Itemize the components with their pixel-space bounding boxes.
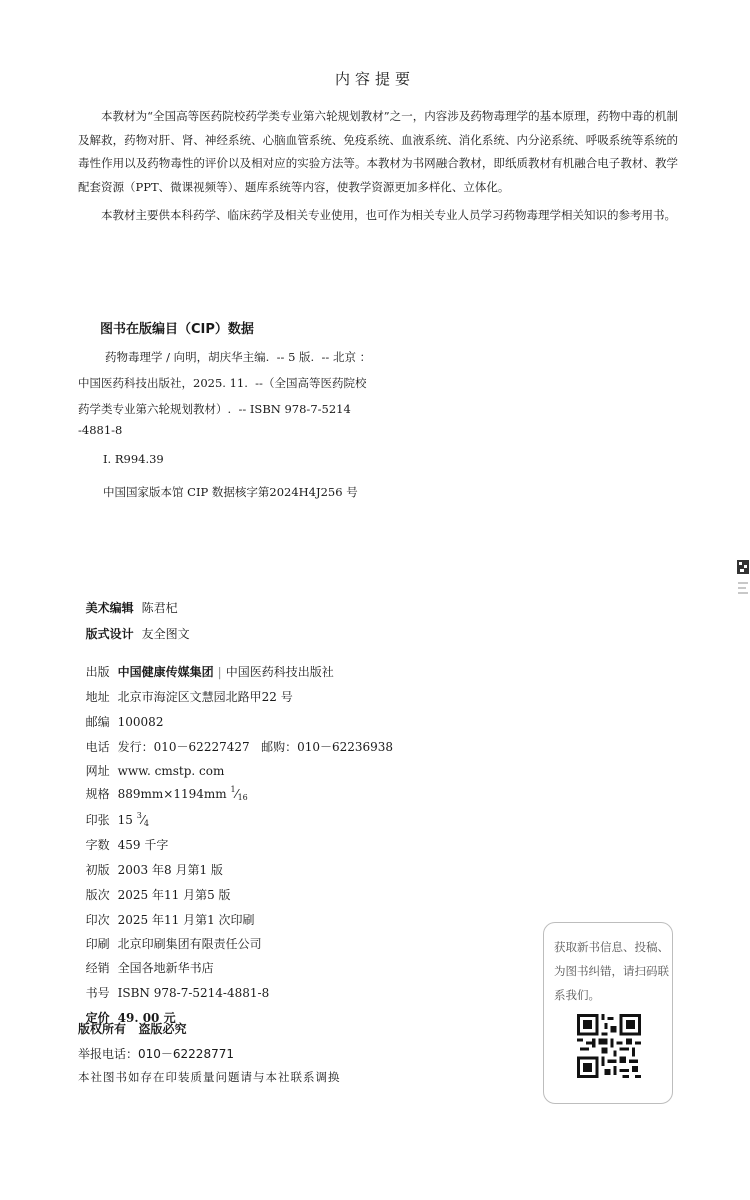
cip-data-number: 中国国家版本馆 CIP 数据核字第2024H4J256 号 <box>103 485 358 499</box>
summary-title: 内容提要 <box>334 70 415 88</box>
format-denominator: 16 <box>237 793 248 802</box>
layout-design-label: 版式设计 <box>85 627 134 641</box>
printer-value: 北京印刷集团有限责任公司 <box>117 937 262 951</box>
quality-notice: 本社图书如存在印装质量问题请与本社联系调换 <box>78 1070 341 1084</box>
cip-heading: 图书在版编目（CIP）数据 <box>100 322 254 337</box>
address-label: 地址 <box>85 690 110 704</box>
qr-instructions: 获取新书信息、投稿、为图书纠错，请扫码联系我们。 <box>554 940 669 1002</box>
cip-classification: Ⅰ. R994.39 <box>103 452 164 466</box>
word-count-label: 字数 <box>85 838 110 852</box>
first-edition-value: 2003 年8 月第1 版 <box>117 863 223 877</box>
format-numerator: 1 <box>230 785 236 794</box>
postcode-value: 100082 <box>117 715 164 729</box>
isbn-value: ISBN 978-7-5214-4881-8 <box>117 986 270 1000</box>
publisher-label: 出版 <box>85 665 110 679</box>
sheets-numerator: 3 <box>136 811 142 820</box>
printing-label: 印次 <box>85 913 110 927</box>
word-count-value: 459 千字 <box>117 838 169 852</box>
phone-value: 发行：010－62227427 邮购：010－62236938 <box>117 740 394 754</box>
qr-contact-box <box>543 922 673 1104</box>
side-barcode-icon <box>737 560 749 602</box>
isbn-label: 书号 <box>85 986 110 1000</box>
publisher-group: 中国健康传媒集团 <box>117 665 214 679</box>
website-label: 网址 <box>85 764 110 778</box>
edition-label: 版次 <box>85 888 110 902</box>
printer-label: 印刷 <box>85 937 110 951</box>
format-slash: ⁄ <box>235 787 238 801</box>
art-editor-value: 陈君杞 <box>141 601 178 615</box>
printing-value: 2025 年11 月第1 次印刷 <box>117 913 255 927</box>
cip-line-1: 药物毒理学 / 向明，胡庆华主编. -- 5 版. -- 北京 ： <box>105 350 372 364</box>
layout-design-row <box>78 611 190 642</box>
copyright-notice: 版权所有 盗版必究 <box>78 1022 187 1036</box>
sheets-denominator: 4 <box>143 819 149 828</box>
publisher-separator: | <box>217 665 222 679</box>
distributor-label: 经销 <box>85 961 110 975</box>
summary-paragraph-1: 本教材为“全国高等医药院校药学类专业第六轮规划教材”之一，内容涉及药物毒理学的基本原理，药物中毒的机制及解救，药物对肝、肾、神经系统、心脑血管系统、免疫系统、血液系统、消化系统、内分泌系统、呼吸系统等系统的毒性作用以及药物毒性的评价以及相对应的实验方法等。本教材为书网融合教材，即纸质教材有机融合电子教材、教学配套资源（PPT、微课视频等）、题库系统等内容，使教学资源更加多样化、立体化。 <box>78 109 678 194</box>
sheets-label: 印张 <box>85 813 110 827</box>
sheets-main: 15 <box>117 813 137 827</box>
cip-line-3: 药学类专业第六轮规划教材）. -- ISBN 978-7-5214 <box>78 402 351 416</box>
first-edition-label: 初版 <box>85 863 110 877</box>
art-editor-label: 美术编辑 <box>85 601 134 615</box>
distributor-value: 全国各地新华书店 <box>117 961 214 975</box>
format-label: 规格 <box>85 787 110 801</box>
format-main: 889mm×1194mm <box>117 787 231 801</box>
layout-design-value: 友全图文 <box>141 627 190 641</box>
publisher-name: 中国医药科技出版社 <box>225 665 334 679</box>
phone-label: 电话 <box>85 740 110 754</box>
postcode-label: 邮编 <box>85 715 110 729</box>
sheets-slash: ⁄ <box>141 813 144 827</box>
qr-code-icon[interactable] <box>577 1014 641 1078</box>
summary-paragraph-2: 本教材主要供本科药学、临床药学及相关专业使用，也可作为相关专业人员学习药物毒理学相关知识的参考用书。 <box>101 208 676 222</box>
cip-line-2: 中国医药科技出版社，2025. 11. --（全国高等医药院校 <box>78 376 367 390</box>
address-value: 北京市海淀区文慧园北路甲22 号 <box>117 690 293 704</box>
edition-value: 2025 年11 月第5 版 <box>117 888 231 902</box>
website-value: www. cmstp. com <box>117 764 225 778</box>
price-label: 定价 <box>85 1011 110 1025</box>
report-phone: 举报电话：010－62228771 <box>78 1047 234 1061</box>
price-value: 49. 00 元 <box>117 1011 176 1025</box>
cip-line-4: -4881-8 <box>78 423 123 437</box>
